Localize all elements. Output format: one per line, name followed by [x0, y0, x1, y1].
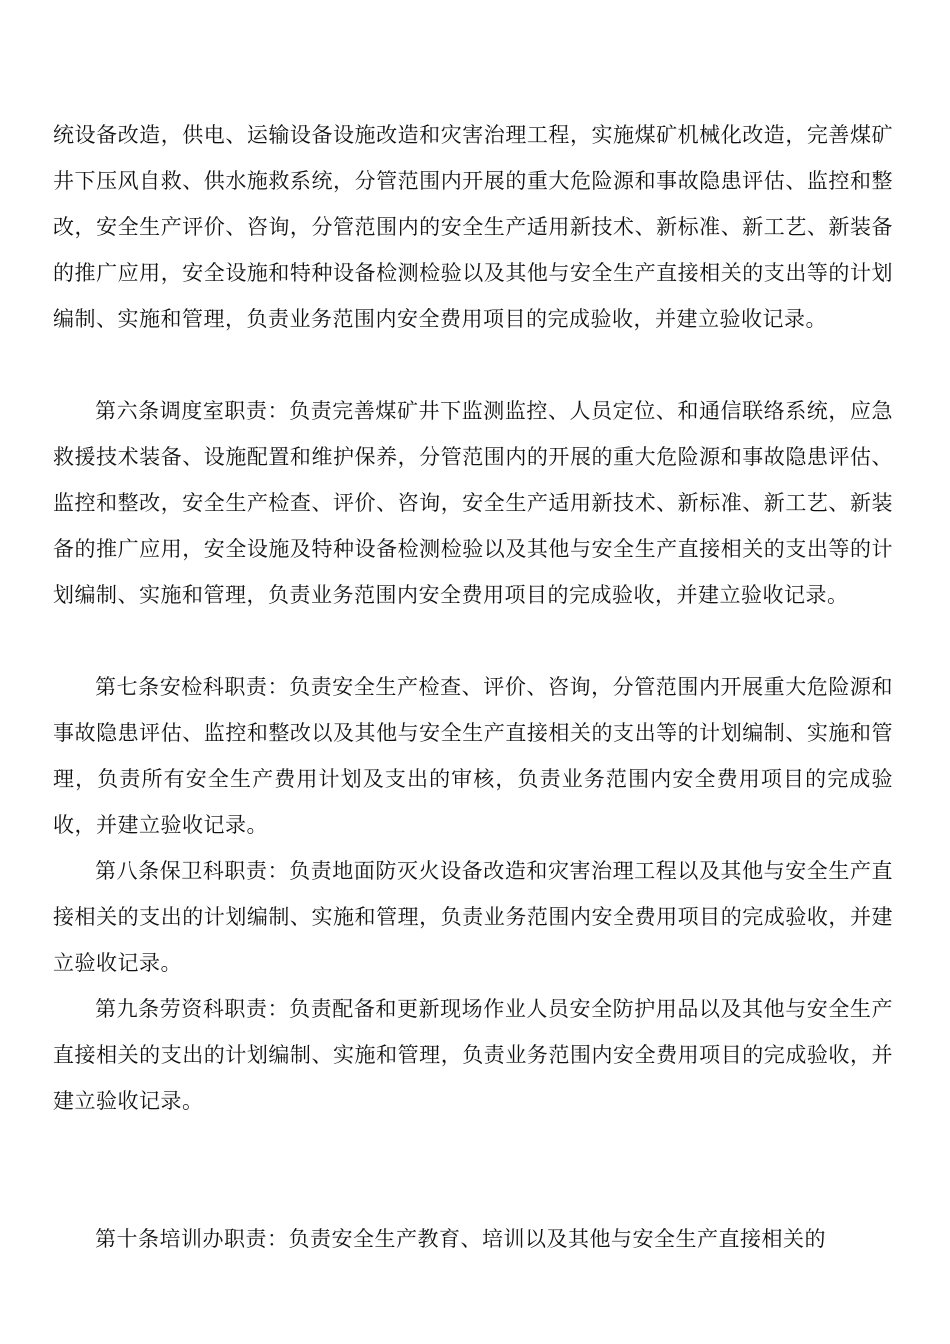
paragraph-text: 第七条安检科职责：负责安全生产检查、评价、咨询，分管范围内开展重大危险源和事故隐患评估、监控和整改以及其他与安全生产直接相关的支出等的计划编制、实施和管理，负责所有安全生产费用计划及支出的审核，负责业务范围内安全费用项目的完成验收，并建立验收记录。 [53, 675, 893, 837]
paragraph-text: 统设备改造，供电、运输设备设施改造和灾害治理工程，实施煤矿机械化改造，完善煤矿井下压风自救、供水施救系统，分管范围内开展的重大危险源和事故隐患评估、监控和整改，安全生产评价、咨询，分管范围内的安全生产适用新技术、新标准、新工艺、新装备的推广应用，安全设施和特种设备检测检验以及其他与安全生产直接相关的支出等的计划编制、实施和管理，负责业务范围内安全费用项目的完成验收，并建立验收记录。 [53, 123, 893, 331]
paragraph-article-7 [53, 664, 893, 848]
paragraph-continuation [53, 112, 893, 342]
paragraph-text: 第九条劳资科职责：负责配备和更新现场作业人员安全防护用品以及其他与安全生产直接相关的支出的计划编制、实施和管理，负责业务范围内安全费用项目的完成验收，并建立验收记录。 [53, 997, 893, 1113]
paragraph-article-10 [53, 1216, 893, 1262]
paragraph-article-8 [53, 848, 893, 986]
paragraph-text: 第八条保卫科职责：负责地面防灭火设备改造和灾害治理工程以及其他与安全生产直接相关的支出的计划编制、实施和管理，负责业务范围内安全费用项目的完成验收，并建立验收记录。 [53, 859, 893, 975]
paragraph-article-9 [53, 986, 893, 1124]
paragraph-text: 第十条培训办职责：负责安全生产教育、培训以及其他与安全生产直接相关的 [95, 1227, 826, 1251]
paragraph-text: 第六条调度室职责：负责完善煤矿井下监测监控、人员定位、和通信联络系统，应急救援技术装备、设施配置和维护保养，分管范围内的开展的重大危险源和事故隐患评估、监控和整改，安全生产检查、评价、咨询，安全生产适用新技术、新标准、新工艺、新装备的推广应用，安全设施及特种设备检测检验以及其他与安全生产直接相关的支出等的计划编制、实施和管理，负责业务范围内安全费用项目的完成验收，并建立验收记录。 [53, 399, 893, 607]
paragraph-article-6 [53, 388, 893, 618]
